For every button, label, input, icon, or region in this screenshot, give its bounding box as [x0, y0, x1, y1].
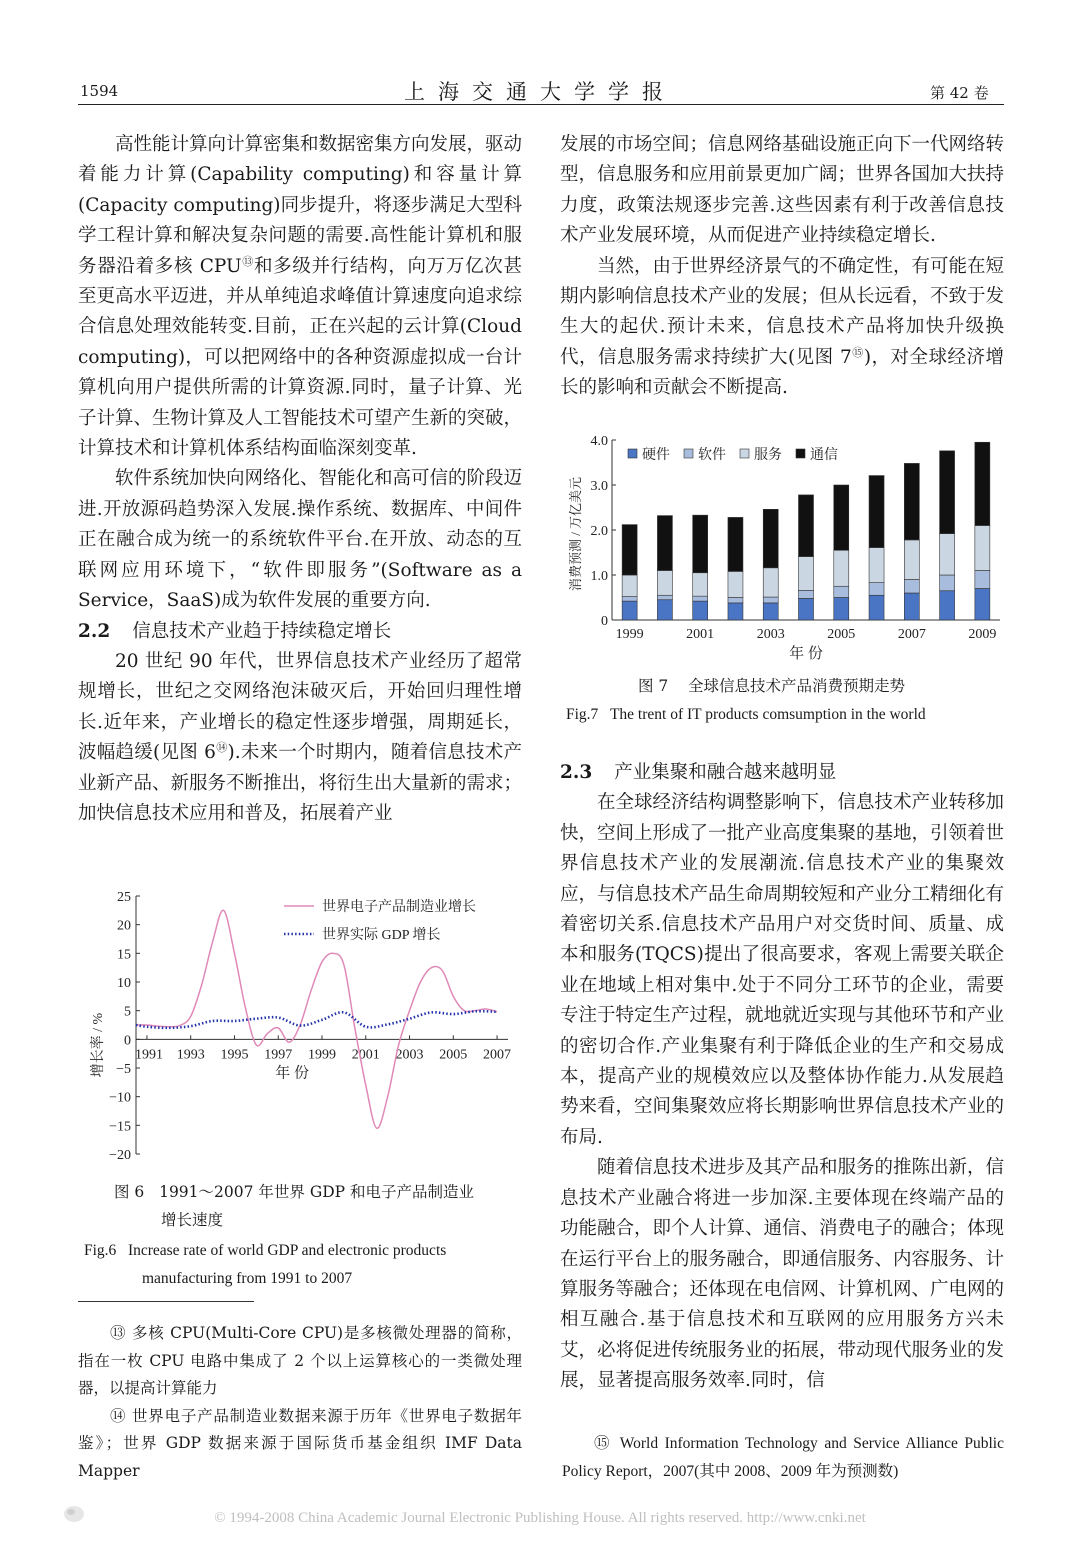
fig7-bar-2008-0 — [940, 591, 955, 620]
fig7-bar-2009-0 — [975, 589, 990, 621]
fig6-ytick-label: −15 — [109, 1119, 131, 1135]
footnote-rule — [78, 1301, 254, 1302]
fig7-legend-label: 硬件 — [642, 448, 670, 463]
right-column-text-top — [560, 130, 1004, 404]
fig6-caption-cn-line1: 1991～2007 年世界 GDP 和电子产品制造业 — [159, 1183, 474, 1201]
paragraph-outlook-a: 当然，由于世界经济景气的不确定性，有可能在短期内影响信息技术产业的发展；但从长远看，不致于发生大的起伏.预计未来，信息技术产品将加快升级换代，信息服务需求持续扩大(见图 7 — [560, 255, 1005, 368]
fig7-bar-2002-2 — [728, 571, 743, 597]
fig6-ytick-label: 10 — [117, 976, 131, 991]
fig7-bar-2008-2 — [940, 534, 955, 575]
fig7-xtick-label: 2003 — [756, 627, 785, 642]
fig7-bar-2007-1 — [904, 580, 919, 594]
fig7-ytick-label: 1.0 — [590, 569, 608, 584]
paragraph-growth-a: 20 世纪 90 年代，世界信息技术产业经历了超常规增长，世纪之交网络泡沫破灭后，开始回归理性增长.近年来，产业增长的稳定性逐步增强，周期延长，波幅趋缓(见图 6 — [78, 650, 522, 764]
fig6-xtick-label: 2003 — [395, 1047, 424, 1063]
fig7-bar-2002-0 — [728, 603, 743, 620]
paragraph-growth — [78, 647, 522, 829]
fig6-xtick-label: 2005 — [439, 1047, 468, 1063]
fig6-xtick-label: 1991 — [134, 1047, 163, 1063]
paragraph-convergence: 随着信息技术进步及其产品和服务的推陈出新，信息技术产业融合将进一步加深.主要体现在终端产品的功能融合，即个人计算、通信、消费电子的融合；体现在运行平台上的服务融合，即通信服务、内容服务、计算服务等融合；还体现在电信网、计算机网、广电网的相互融合.基于信息技术和互联网的应用服务方兴未艾，必将促进传统服务业的拓展，带动现代服务业的发展，显著提高服务效率.同时，信 — [560, 1157, 1005, 1392]
fig6-label-cn: 图 6 — [114, 1183, 145, 1201]
fig7-xtick-label: 2009 — [968, 627, 997, 642]
section-heading-2-2 — [78, 617, 522, 647]
fig6-xtick-label: 2001 — [351, 1047, 380, 1063]
fig7-legend-label: 服务 — [754, 448, 782, 463]
footnotes-left — [78, 1320, 522, 1485]
fig7-bar-2005-1 — [834, 586, 849, 597]
fig6-ytick-label: −20 — [109, 1148, 131, 1163]
fig6-ytick-label: 0 — [124, 1033, 131, 1049]
figure-6-caption-cn — [114, 1178, 534, 1234]
fig7-ylabel: 消费预测 / 万亿美元 — [568, 476, 583, 592]
fig6-ytick-label: 5 — [124, 1004, 131, 1020]
fig7-bar-2004-1 — [799, 590, 814, 598]
fig7-bar-2004-3 — [799, 495, 814, 557]
fig7-bar-2008-3 — [940, 451, 955, 534]
fig7-bar-2005-2 — [834, 550, 849, 586]
fig7-legend-swatch — [740, 449, 749, 458]
paragraph-outlook-b: )，对全球经济增长的影响和贡献会不断提高. — [560, 346, 1005, 399]
fig7-bar-2000-3 — [657, 516, 672, 571]
fig7-bar-2005-0 — [834, 598, 849, 621]
fig7-legend-swatch — [796, 449, 805, 458]
fig6-series — [136, 910, 497, 1128]
left-column-text — [78, 130, 522, 829]
fig7-legend-swatch — [628, 449, 637, 458]
fig7-xtick-label: 2005 — [827, 627, 856, 642]
paragraph-outlook — [560, 252, 1004, 404]
fig7-xlabel: 年 份 — [789, 646, 823, 662]
fig7-bar-2001-2 — [693, 573, 708, 596]
fig7-bar-1999-1 — [622, 597, 637, 602]
fig7-bar-2000-0 — [657, 600, 672, 620]
paragraph-hpc — [78, 130, 522, 464]
fig7-bar-2000-2 — [657, 571, 672, 596]
figure-6-line-chart — [78, 884, 528, 1174]
section-title: 产业集聚和融合越来越明显 — [614, 762, 837, 783]
fig7-bar-1999-0 — [622, 601, 637, 620]
fig7-bar-2001-3 — [693, 515, 708, 573]
fig7-bar-1999-3 — [622, 525, 637, 575]
footnote-ref-15[interactable]: ⑮ — [851, 345, 864, 359]
fig7-ytick-label: 3.0 — [590, 479, 608, 494]
fig7-caption-en-text: The trent of IT products comsumption in the world — [609, 706, 926, 723]
fig6-caption-cn-line2: 增长速度 — [161, 1211, 224, 1229]
fig7-bar-2005-3 — [834, 485, 849, 550]
fig7-bar-2009-2 — [975, 526, 990, 571]
fig6-ytick-label: 25 — [117, 890, 131, 905]
copyright-footer: © 1994-2008 China Academic Journal Electronic Publishing House. All rights reserved. http://www.cnki.net — [214, 1510, 866, 1526]
fig7-xtick-label: 1999 — [615, 627, 644, 642]
fig7-bar-2006-0 — [869, 595, 884, 620]
footnote-14 — [78, 1403, 522, 1486]
fig7-bar-2009-1 — [975, 571, 990, 589]
fig6-xtick-label: 1999 — [308, 1047, 336, 1063]
footnote-ref-13[interactable]: ⑬ — [241, 254, 254, 268]
footnote-15-mark: ⑮ — [594, 1434, 613, 1452]
paragraph-software: 软件系统加快向网络化、智能化和高可信的阶段迈进.开放源码趋势深入发展.操作系统、数据库、中间件正在融合成为统一的系统软件平台.在开放、动态的互联网应用环境下，“软件即服务”(Software as a Service，SaaS)成为软件发展的重要方向. — [78, 468, 523, 612]
figure-7-bar-chart — [560, 428, 1010, 668]
fig6-xtick-label: 2007 — [483, 1047, 512, 1063]
paragraph-hpc-a: 高性能计算向计算密集和数据密集方向发展，驱动着能力计算(Capability computing)和容量计算(Capacity computing)同步提升，将逐步满足大型科学工程计算和解决复杂问题的需要.高性能计算机和服务器沿着多核 CPU — [78, 134, 523, 277]
fig6-xtick-label: 1993 — [176, 1047, 205, 1063]
fig7-ytick-label: 0 — [601, 614, 608, 629]
paragraph-cluster: 在全球经济结构调整影响下，信息技术产业转移加快，空间上形成了一批产业高度集聚的基地，引领着世界信息技术产业的发展潮流.信息技术产业的集聚效应，与信息技术产品生命周期较短和产业分工精细化有着密切关系.信息技术产品用户对交货时间、质量、成本和服务(TQCS)提出了很高要求，客观上需要关联企业在地域上相对集中.处于不同分工环节的企业，需要专注于特定生产过程，就地就近实现与其他环节和产业的密切合作.产业集聚有利于降低企业的生产和交易成本，提高产业的规模效应以及整体协作能力.从发展趋势来看，空间集聚效应将长期影响世界信息技术产业的布局. — [560, 792, 1005, 1148]
fig7-bar-2002-3 — [728, 517, 743, 571]
fig7-caption-cn-text: 全球信息技术产品消费预期走势 — [688, 677, 906, 695]
fig7-bar-2006-3 — [869, 476, 884, 548]
fig7-bar-2007-2 — [904, 540, 919, 580]
fig7-bar-2006-2 — [869, 548, 884, 583]
fig7-bar-2001-1 — [693, 596, 708, 601]
fig7-label-cn: 图 7 — [638, 677, 669, 695]
fig7-legend-label: 软件 — [698, 448, 726, 463]
fig7-bar-2004-0 — [799, 598, 814, 620]
fig6-caption-en-line2: manufacturing from 1991 to 2007 — [142, 1270, 353, 1287]
section-title: 信息技术产业趋于持续稳定增长 — [132, 620, 392, 642]
figure-7-caption-en — [566, 701, 1010, 729]
fig6-ylabel: 增长率 / % — [91, 1012, 106, 1078]
fig6-xlabel: 年 份 — [275, 1065, 310, 1082]
fig7-bar-2006-1 — [869, 583, 884, 596]
footnotes-right — [562, 1430, 1004, 1485]
fig6-legend — [284, 898, 476, 943]
footnote-ref-14[interactable]: ⑭ — [215, 740, 228, 754]
fig7-bar-2002-1 — [728, 598, 743, 603]
fig7-ytick-label: 4.0 — [590, 434, 608, 449]
footnote-13-text: 多核 CPU(Multi-Core CPU)是多核微处理器的简称，指在一枚 CPU 电路中集成了 2 个以上运算核心的一类微处理器，以提高计算能力 — [78, 1324, 522, 1397]
fig6-legend-label: 世界实际 GDP 增长 — [322, 928, 441, 943]
page-number: 1594 — [80, 82, 119, 100]
fig7-legend-swatch — [684, 449, 693, 458]
figure-6-caption-en — [84, 1237, 524, 1293]
fig7-bar-2003-1 — [763, 597, 778, 603]
fig6-label-en: Fig.6 — [84, 1242, 117, 1259]
fig7-bars — [622, 442, 990, 620]
fig7-bar-2000-1 — [657, 595, 672, 600]
fig6-caption-en-line1: Increase rate of world GDP and electronic products — [127, 1242, 447, 1259]
fig7-label-en: Fig.7 — [566, 706, 599, 723]
fig7-ytick-label: 2.0 — [590, 524, 608, 539]
footnote-13-mark: ⑬ — [110, 1324, 127, 1342]
fig6-ytick-label: 15 — [117, 947, 131, 963]
fig6-series-electronics — [136, 910, 497, 1128]
fig6-ytick-label: −10 — [109, 1090, 131, 1106]
fig6-legend-label: 世界电子产品制造业增长 — [322, 900, 476, 915]
fig7-bar-2007-3 — [904, 463, 919, 540]
volume-label: 第 42 卷 — [930, 84, 989, 102]
footnote-14-text: 世界电子产品制造业数据来源于历年《世界电子数据年鉴》；世界 GDP 数据来源于国际货币基金组织 IMF Data Mapper — [78, 1406, 522, 1480]
fig7-legend-label: 通信 — [810, 448, 838, 463]
figure-7-caption-cn — [638, 672, 1018, 700]
fig6-series-gdp — [136, 1011, 497, 1028]
paragraph-market: 发展的市场空间；信息网络基础设施正向下一代网络转型，信息服务和应用前景更加广阔；世界各国加大扶持力度，政策法规逐步完善.这些因素有利于改善信息技术产业发展环境，从而促进产业持续稳定增长. — [560, 134, 1005, 247]
fig6-xtick-label: 1995 — [220, 1047, 249, 1063]
section-heading-2-3 — [560, 758, 1004, 788]
section-number: 2.3 — [560, 762, 593, 783]
section-number: 2.2 — [78, 620, 111, 642]
fig7-bar-2008-1 — [940, 575, 955, 591]
fig7-bar-2003-2 — [763, 568, 778, 597]
fig7-bar-2004-2 — [799, 557, 814, 591]
fig6-ytick-label: −5 — [116, 1062, 131, 1077]
fig7-legend — [628, 447, 838, 463]
fig7-bar-2001-0 — [693, 601, 708, 620]
fig7-bar-1999-2 — [622, 575, 637, 597]
fig7-bar-2007-0 — [904, 593, 919, 620]
paragraph-growth-b: ).未来一个时期内，随着信息技术产业新产品、新服务不断推出，将衍生出大量新的需求；加快信息技术应用和普及，拓展着产业 — [78, 742, 523, 824]
fig6-ytick-label: 20 — [117, 918, 131, 934]
footnote-14-mark: ⑭ — [110, 1406, 127, 1425]
paragraph-hpc-b: 和多级并行结构，向万万亿次甚至更高水平迈进，并从单纯追求峰值计算速度向追求综合信息处理效能转变.目前，正在兴起的云计算(Cloud computing)，可以把网络中的各种资源虚拟成一台计算机向用户提供所需的计算资源.同时，量子计算、光子计算、生物计算及人工智能技术可望产生新的突破，计算技术和计算机体系结构面临深刻变革. — [78, 255, 523, 460]
footnote-15 — [562, 1430, 1004, 1485]
footnote-15-text: World Information Technology and Service Alliance Public Policy Report，2007(其中 2008、2009 年为预测数) — [562, 1435, 1004, 1480]
journal-title: 上海交通大学学报 — [404, 80, 676, 104]
fig7-xtick-label: 2001 — [686, 627, 715, 642]
header-rule — [78, 104, 1004, 105]
footnote-13 — [78, 1320, 522, 1403]
fig7-bar-2003-3 — [763, 509, 778, 568]
fig6-xtick-label: 1997 — [264, 1047, 293, 1063]
fig7-xtick-label: 2007 — [897, 627, 926, 642]
fig7-bar-2003-0 — [763, 603, 778, 620]
right-column-text-bottom — [560, 758, 1004, 1397]
fig7-bar-2009-3 — [975, 442, 990, 525]
